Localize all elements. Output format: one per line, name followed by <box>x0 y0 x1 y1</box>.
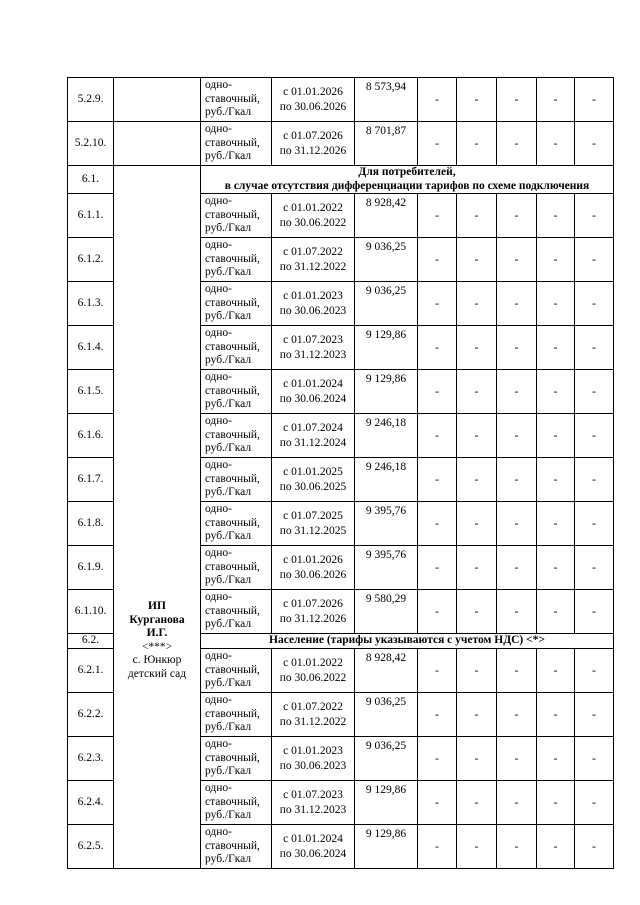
empty-value: - <box>457 781 497 825</box>
empty-value: - <box>575 546 614 590</box>
tariff-value: 9 246,18 <box>355 414 418 458</box>
row-number: 6.1.10. <box>68 590 114 634</box>
period-to: по 30.06.2023 <box>279 759 347 772</box>
period-from: с 01.01.2024 <box>283 378 343 390</box>
empty-value: - <box>497 194 537 238</box>
unit-cell <box>201 781 272 825</box>
unit-line: одно- <box>205 547 233 560</box>
row-number: 6.2.4. <box>68 781 114 825</box>
unit-line: одно- <box>205 738 233 751</box>
empty-value: - <box>497 370 537 414</box>
empty-value: - <box>497 546 537 590</box>
unit-line: ставочный, <box>205 384 260 397</box>
empty-value: - <box>537 502 575 546</box>
period-to: по 30.06.2026 <box>279 100 347 113</box>
empty-value: - <box>497 590 537 634</box>
empty-value: - <box>457 282 497 326</box>
empty-value: - <box>537 414 575 458</box>
tariff-value: 9 395,76 <box>355 502 418 546</box>
empty-value: - <box>537 238 575 282</box>
tariff-value: 8 573,94 <box>355 78 418 122</box>
unit-line: одно- <box>205 650 233 663</box>
period-from: с 01.01.2022 <box>283 657 343 669</box>
unit-line: руб./Гкал <box>205 398 252 411</box>
empty-value: - <box>497 649 537 693</box>
section-header-row <box>68 166 614 194</box>
period-from: с 01.07.2022 <box>283 701 343 713</box>
organization-cell-empty <box>114 122 201 166</box>
period-to: по 30.06.2024 <box>279 847 347 860</box>
unit-line: руб./Гкал <box>205 354 252 367</box>
unit-line: одно- <box>205 123 233 136</box>
empty-value: - <box>418 825 457 869</box>
organization-name-line1: ИП <box>148 600 166 612</box>
unit-line: руб./Гкал <box>205 266 252 279</box>
table-row <box>68 78 614 122</box>
organization-name-line4: <***> <box>141 640 173 653</box>
tariff-value: 9 395,76 <box>355 546 418 590</box>
row-number: 6.1.6. <box>68 414 114 458</box>
empty-value: - <box>575 737 614 781</box>
period-to: по 30.06.2025 <box>279 480 347 493</box>
row-number: 6.1.7. <box>68 458 114 502</box>
empty-value: - <box>418 502 457 546</box>
section-title-line1: Для потребителей, <box>358 166 456 178</box>
unit-line: ставочный, <box>205 795 260 808</box>
empty-value: - <box>457 693 497 737</box>
empty-value: - <box>418 194 457 238</box>
period-cell <box>272 590 355 634</box>
unit-line: руб./Гкал <box>205 574 252 587</box>
period-from: с 01.01.2026 <box>283 554 343 566</box>
period-to: по 31.12.2025 <box>279 524 347 537</box>
empty-value: - <box>418 458 457 502</box>
period-cell <box>272 693 355 737</box>
tariff-value: 9 246,18 <box>355 458 418 502</box>
row-number: 6.2.2. <box>68 693 114 737</box>
unit-line: одно- <box>205 503 233 516</box>
unit-line: одно- <box>205 782 233 795</box>
empty-value: - <box>457 546 497 590</box>
unit-line: ставочный, <box>205 92 260 105</box>
empty-value: - <box>418 122 457 166</box>
unit-line: руб./Гкал <box>205 618 252 631</box>
section-title <box>201 166 614 194</box>
unit-cell <box>201 825 272 869</box>
empty-value: - <box>418 693 457 737</box>
tariff-value: 9 036,25 <box>355 693 418 737</box>
period-from: с 01.01.2023 <box>283 745 343 757</box>
empty-value: - <box>418 590 457 634</box>
unit-cell <box>201 502 272 546</box>
period-cell <box>272 238 355 282</box>
unit-line: руб./Гкал <box>205 530 252 543</box>
period-from: с 01.07.2025 <box>283 510 343 522</box>
period-from: с 01.07.2023 <box>283 334 343 346</box>
empty-value: - <box>537 649 575 693</box>
unit-line: руб./Гкал <box>205 310 252 323</box>
unit-line: ставочный, <box>205 707 260 720</box>
unit-line: одно- <box>205 694 233 707</box>
empty-value: - <box>497 737 537 781</box>
empty-value: - <box>418 238 457 282</box>
unit-line: ставочный, <box>205 472 260 485</box>
period-from: с 01.01.2025 <box>283 466 343 478</box>
period-cell <box>272 781 355 825</box>
unit-cell <box>201 546 272 590</box>
unit-cell <box>201 122 272 166</box>
empty-value: - <box>418 781 457 825</box>
period-to: по 30.06.2024 <box>279 392 347 405</box>
organization-place-line2: детский сад <box>127 667 187 680</box>
unit-line: одно- <box>205 415 233 428</box>
empty-value: - <box>497 414 537 458</box>
section-title: Население (тарифы указываются с учетом НДС) <*> <box>201 634 614 649</box>
unit-line: руб./Гкал <box>205 765 252 778</box>
unit-cell <box>201 194 272 238</box>
period-cell <box>272 370 355 414</box>
period-cell <box>272 194 355 238</box>
unit-line: ставочный, <box>205 296 260 309</box>
empty-value: - <box>537 825 575 869</box>
unit-cell <box>201 458 272 502</box>
unit-line: руб./Гкал <box>205 809 252 822</box>
tariff-value: 9 129,86 <box>355 370 418 414</box>
period-to: по 30.06.2023 <box>279 304 347 317</box>
empty-value: - <box>537 781 575 825</box>
section-title-line2: в случае отсутствия дифференциации тарифов по схеме подключения <box>224 179 590 192</box>
empty-value: - <box>537 370 575 414</box>
empty-value: - <box>497 781 537 825</box>
unit-line: одно- <box>205 826 233 839</box>
unit-line: руб./Гкал <box>205 486 252 499</box>
period-cell <box>272 282 355 326</box>
organization-name-line3: И.Г. <box>146 627 168 639</box>
unit-line: ставочный, <box>205 604 260 617</box>
empty-value: - <box>457 737 497 781</box>
unit-line: одно- <box>205 591 233 604</box>
empty-value: - <box>575 458 614 502</box>
empty-value: - <box>497 238 537 282</box>
empty-value: - <box>575 282 614 326</box>
period-to: по 31.12.2023 <box>279 803 347 816</box>
unit-line: руб./Гкал <box>205 106 252 119</box>
period-from: с 01.07.2023 <box>283 789 343 801</box>
unit-line: ставочный, <box>205 136 260 149</box>
unit-line: одно- <box>205 459 233 472</box>
empty-value: - <box>497 282 537 326</box>
tariff-table <box>67 77 614 869</box>
unit-line: руб./Гкал <box>205 677 252 690</box>
empty-value: - <box>497 502 537 546</box>
empty-value: - <box>537 737 575 781</box>
unit-cell <box>201 693 272 737</box>
row-number: 6.1.8. <box>68 502 114 546</box>
unit-line: одно- <box>205 239 233 252</box>
row-number: 6.2.1. <box>68 649 114 693</box>
empty-value: - <box>537 326 575 370</box>
period-from: с 01.07.2026 <box>283 598 343 610</box>
empty-value: - <box>418 370 457 414</box>
empty-value: - <box>537 282 575 326</box>
empty-value: - <box>457 502 497 546</box>
unit-line: ставочный, <box>205 516 260 529</box>
empty-value: - <box>575 590 614 634</box>
unit-cell <box>201 370 272 414</box>
unit-line: одно- <box>205 79 233 92</box>
empty-value: - <box>575 238 614 282</box>
period-from: с 01.07.2026 <box>283 130 343 142</box>
empty-value: - <box>537 194 575 238</box>
tariff-value: 9 129,86 <box>355 825 418 869</box>
tariff-value: 8 701,87 <box>355 122 418 166</box>
empty-value: - <box>457 458 497 502</box>
unit-cell <box>201 78 272 122</box>
unit-line: одно- <box>205 195 233 208</box>
period-from: с 01.01.2022 <box>283 202 343 214</box>
empty-value: - <box>418 649 457 693</box>
empty-value: - <box>457 78 497 122</box>
empty-value: - <box>575 825 614 869</box>
period-cell <box>272 326 355 370</box>
tariff-value: 9 036,25 <box>355 282 418 326</box>
period-cell <box>272 825 355 869</box>
unit-cell <box>201 282 272 326</box>
unit-line: одно- <box>205 371 233 384</box>
empty-value: - <box>575 326 614 370</box>
row-number: 6.1.2. <box>68 238 114 282</box>
period-cell <box>272 414 355 458</box>
row-number: 5.2.10. <box>68 122 114 166</box>
unit-cell <box>201 649 272 693</box>
tariff-value: 8 928,42 <box>355 649 418 693</box>
organization-name-line2: Курганова <box>129 613 185 626</box>
period-to: по 31.12.2023 <box>279 348 347 361</box>
empty-value: - <box>457 825 497 869</box>
unit-line: руб./Гкал <box>205 222 252 235</box>
unit-line: одно- <box>205 327 233 340</box>
unit-line: ставочный, <box>205 252 260 265</box>
empty-value: - <box>575 649 614 693</box>
unit-cell <box>201 737 272 781</box>
empty-value: - <box>497 326 537 370</box>
tariff-value: 9 036,25 <box>355 737 418 781</box>
period-to: по 31.12.2026 <box>279 612 347 625</box>
row-number: 6.1.5. <box>68 370 114 414</box>
empty-value: - <box>418 546 457 590</box>
period-from: с 01.01.2026 <box>283 86 343 98</box>
empty-value: - <box>457 370 497 414</box>
unit-line: ставочный, <box>205 663 260 676</box>
empty-value: - <box>497 78 537 122</box>
empty-value: - <box>575 502 614 546</box>
empty-value: - <box>537 546 575 590</box>
period-cell <box>272 649 355 693</box>
unit-line: руб./Гкал <box>205 150 252 163</box>
period-to: по 31.12.2024 <box>279 436 347 449</box>
empty-value: - <box>497 693 537 737</box>
empty-value: - <box>497 458 537 502</box>
empty-value: - <box>537 122 575 166</box>
period-from: с 01.01.2023 <box>283 290 343 302</box>
tariff-value: 9 036,25 <box>355 238 418 282</box>
empty-value: - <box>537 693 575 737</box>
empty-value: - <box>537 458 575 502</box>
period-from: с 01.07.2022 <box>283 246 343 258</box>
period-to: по 31.12.2022 <box>279 260 347 273</box>
empty-value: - <box>418 78 457 122</box>
empty-value: - <box>575 122 614 166</box>
period-cell <box>272 458 355 502</box>
unit-line: руб./Гкал <box>205 442 252 455</box>
period-to: по 31.12.2026 <box>279 144 347 157</box>
empty-value: - <box>457 238 497 282</box>
period-to: по 31.12.2022 <box>279 715 347 728</box>
row-number: 6.1.3. <box>68 282 114 326</box>
unit-line: ставочный, <box>205 839 260 852</box>
row-number: 6.1.9. <box>68 546 114 590</box>
empty-value: - <box>497 122 537 166</box>
unit-line: ставочный, <box>205 560 260 573</box>
empty-value: - <box>575 781 614 825</box>
unit-line: руб./Гкал <box>205 853 252 866</box>
unit-cell <box>201 414 272 458</box>
empty-value: - <box>457 122 497 166</box>
row-number: 6.2.5. <box>68 825 114 869</box>
unit-line: ставочный, <box>205 428 260 441</box>
period-to: по 30.06.2026 <box>279 568 347 581</box>
period-from: с 01.01.2024 <box>283 833 343 845</box>
empty-value: - <box>418 326 457 370</box>
table-row <box>68 122 614 166</box>
section-number: 6.1. <box>68 166 114 194</box>
unit-line: ставочный, <box>205 208 260 221</box>
organization-cell <box>114 166 201 869</box>
empty-value: - <box>418 414 457 458</box>
row-number: 6.1.1. <box>68 194 114 238</box>
row-number: 5.2.9. <box>68 78 114 122</box>
empty-value: - <box>418 737 457 781</box>
unit-cell <box>201 238 272 282</box>
period-cell <box>272 122 355 166</box>
empty-value: - <box>457 649 497 693</box>
empty-value: - <box>457 590 497 634</box>
tariff-value: 8 928,42 <box>355 194 418 238</box>
unit-line: ставочный, <box>205 751 260 764</box>
empty-value: - <box>457 326 497 370</box>
row-number: 6.1.4. <box>68 326 114 370</box>
tariff-value: 9 129,86 <box>355 781 418 825</box>
unit-line: ставочный, <box>205 340 260 353</box>
period-to: по 30.06.2022 <box>279 671 347 684</box>
tariff-value: 9 580,29 <box>355 590 418 634</box>
period-from: с 01.07.2024 <box>283 422 343 434</box>
unit-cell <box>201 326 272 370</box>
empty-value: - <box>575 414 614 458</box>
tariff-table-body <box>68 78 614 869</box>
period-cell <box>272 546 355 590</box>
empty-value: - <box>537 590 575 634</box>
unit-line: одно- <box>205 283 233 296</box>
section-number: 6.2. <box>68 634 114 649</box>
organization-place-line1: с. Юнкюр <box>132 654 182 666</box>
period-cell <box>272 502 355 546</box>
empty-value: - <box>537 78 575 122</box>
unit-cell <box>201 590 272 634</box>
empty-value: - <box>575 194 614 238</box>
empty-value: - <box>575 370 614 414</box>
unit-line: руб./Гкал <box>205 721 252 734</box>
period-cell <box>272 737 355 781</box>
organization-cell-empty <box>114 78 201 122</box>
empty-value: - <box>418 282 457 326</box>
period-cell <box>272 78 355 122</box>
period-to: по 30.06.2022 <box>279 216 347 229</box>
empty-value: - <box>497 825 537 869</box>
row-number: 6.2.3. <box>68 737 114 781</box>
empty-value: - <box>575 693 614 737</box>
empty-value: - <box>457 414 497 458</box>
empty-value: - <box>575 78 614 122</box>
empty-value: - <box>457 194 497 238</box>
tariff-value: 9 129,86 <box>355 326 418 370</box>
